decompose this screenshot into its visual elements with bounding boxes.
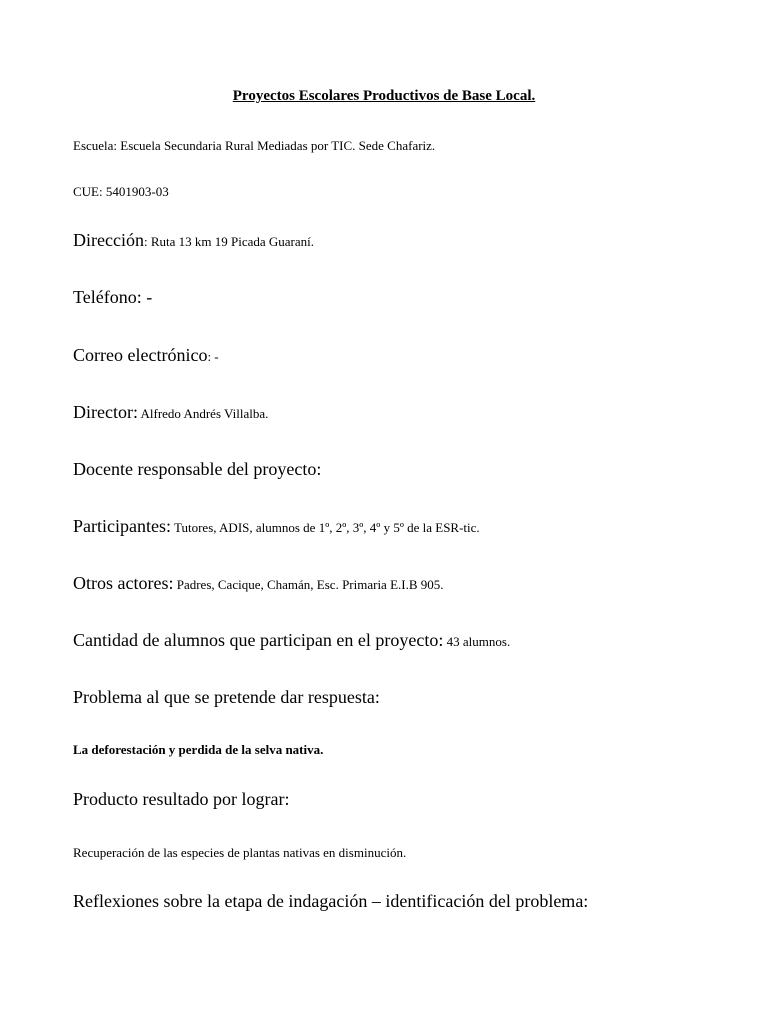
address-value: : Ruta 13 km 19 Picada Guaraní. xyxy=(143,234,315,249)
director-value: Alfredo Andrés Villalba. xyxy=(137,406,269,421)
reflections-heading: Reflexiones sobre la etapa de indagación – identificación del problema: xyxy=(73,891,589,911)
other-actors-line xyxy=(73,574,728,593)
other-actors-value: Padres, Cacique, Chamán, Esc. Primaria E.I.B 905. xyxy=(173,577,444,592)
address-label: Dirección xyxy=(73,230,144,250)
phone-line: Teléfono: - xyxy=(73,287,153,307)
document-title: Proyectos Escolares Productivos de Base Local. xyxy=(232,88,536,104)
problem-text: La deforestación y perdida de la selva nativa. xyxy=(73,742,324,757)
email-line xyxy=(73,346,728,365)
email-label: Correo electrónico xyxy=(73,345,208,365)
teacher-line: Docente responsable del proyecto: xyxy=(73,459,322,479)
student-count-line xyxy=(73,631,728,650)
participants-value: Tutores, ADIS, alumnos de 1º, 2º, 3º, 4º y 5º de la ESR-tic. xyxy=(170,520,480,535)
director-line xyxy=(73,403,728,422)
cue-line: CUE: 5401903-03 xyxy=(73,184,169,199)
product-text: Recuperación de las especies de plantas nativas en disminución. xyxy=(73,845,407,860)
product-heading: Producto resultado por lograr: xyxy=(73,789,290,809)
student-count-label: Cantidad de alumnos que participan en el proyecto: xyxy=(73,630,444,650)
director-label: Director: xyxy=(73,402,138,422)
email-value: : - xyxy=(207,349,219,364)
problem-heading: Problema al que se pretende dar respuesta: xyxy=(73,687,380,707)
address-line xyxy=(73,231,728,250)
participants-label: Participantes: xyxy=(73,516,171,536)
student-count-value: 43 alumnos. xyxy=(443,634,511,649)
school-line: Escuela: Escuela Secundaria Rural Mediadas por TIC. Sede Chafariz. xyxy=(73,138,436,153)
other-actors-label: Otros actores: xyxy=(73,573,174,593)
participants-line xyxy=(73,517,728,536)
